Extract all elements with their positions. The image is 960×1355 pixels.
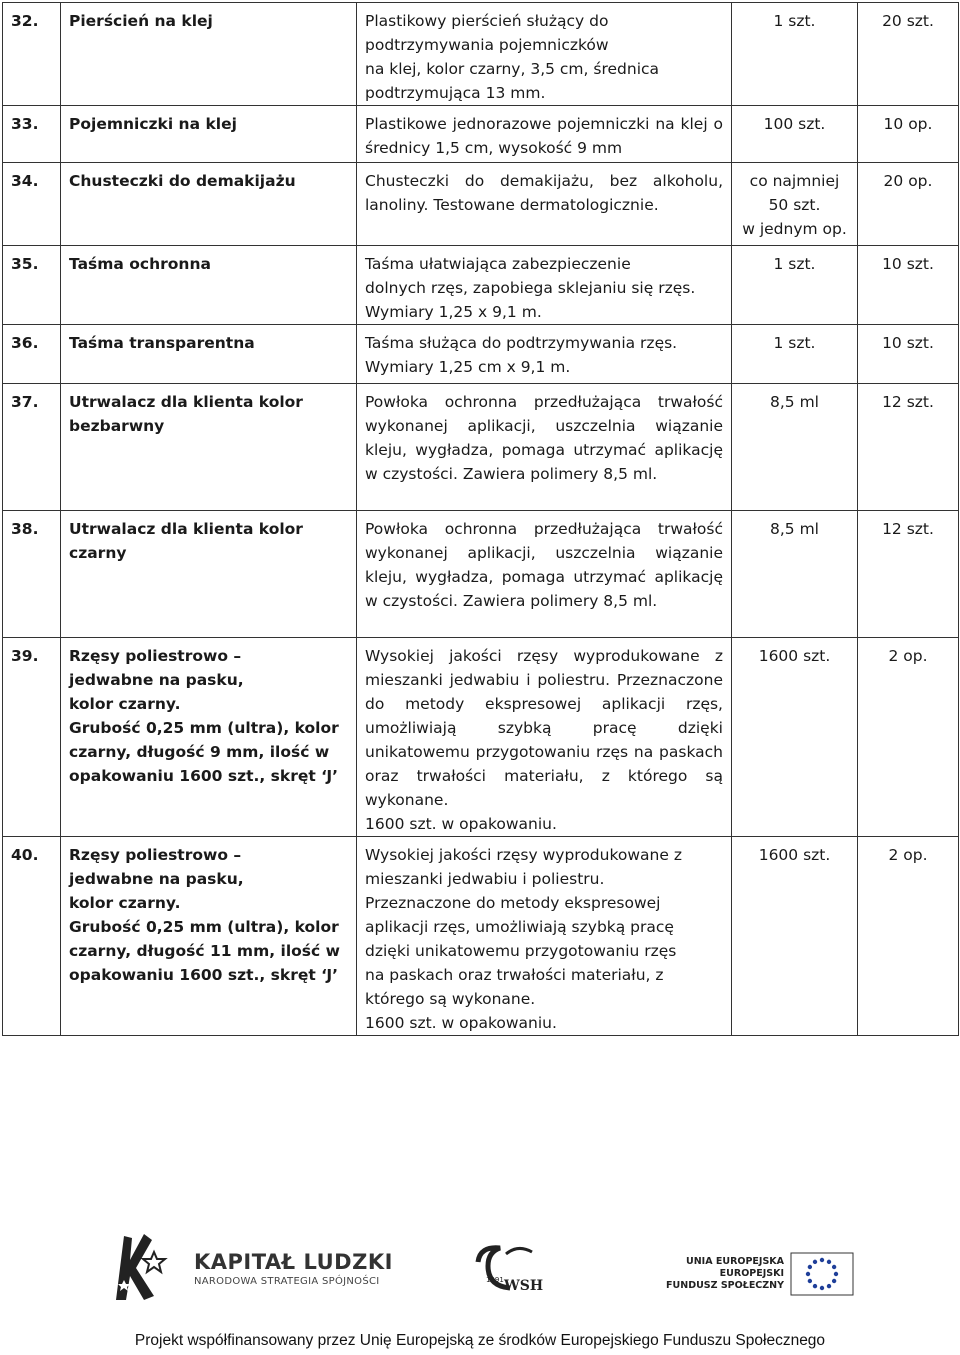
row-number: 32. xyxy=(11,12,39,30)
sponsor-logos xyxy=(0,1210,960,1310)
row-number-cell xyxy=(3,106,61,163)
product-name-cell xyxy=(61,106,357,163)
unit-quantity: 8,5 ml xyxy=(770,393,819,411)
table-row xyxy=(3,163,959,246)
wsh-logo-icon xyxy=(470,1242,550,1302)
product-description: Plastikowy pierścień służący do podtrzymywania pojemniczków na klej, kolor czarny, 3,5 cm, średnica podtrzymująca 13 mm. xyxy=(365,12,660,102)
eu-star-icon xyxy=(813,1260,817,1264)
unit-quantity: 1 szt. xyxy=(773,255,816,273)
eu-star-icon xyxy=(813,1284,817,1288)
eu-line3: FUNDUSZ SPOŁECZNY xyxy=(666,1280,784,1291)
order-count-cell xyxy=(858,638,959,837)
unit-quantity: 8,5 ml xyxy=(770,520,819,538)
product-name-cell xyxy=(61,384,357,511)
unit-quantity-cell xyxy=(732,163,858,246)
product-name-cell xyxy=(61,163,357,246)
product-description: Chusteczki do demakijażu, bez alkoholu, lanoliny. Testowane dermatologicznie. xyxy=(365,172,723,214)
order-count: 20 op. xyxy=(883,172,933,190)
table-row xyxy=(3,511,959,638)
unit-quantity-cell xyxy=(732,3,858,106)
eu-line2: EUROPEJSKI xyxy=(719,1268,784,1279)
order-count: 12 szt. xyxy=(882,520,934,538)
order-count-cell xyxy=(858,511,959,638)
product-name-cell xyxy=(61,837,357,1036)
product-name: Rzęsy poliestrowo – jedwabne na pasku, kolor czarny. Grubość 0,25 mm (ultra), kolor czarny, długość 9 mm, ilość w opakowaniu 1600 szt., skręt ‘J’ xyxy=(69,647,339,785)
eu-star-icon xyxy=(834,1272,838,1276)
product-description-cell xyxy=(357,3,732,106)
cofinancing-footer: Projekt współfinansowany przez Unię Europejską ze środków Europejskiego Funduszu Społecznego xyxy=(134,1332,826,1349)
eu-text xyxy=(664,1256,784,1292)
table-row xyxy=(3,325,959,384)
order-count-cell xyxy=(858,3,959,106)
table-row xyxy=(3,3,959,106)
eu-star-icon xyxy=(806,1272,810,1276)
order-count-cell xyxy=(858,837,959,1036)
order-count: 10 szt. xyxy=(882,334,934,352)
order-count: 10 szt. xyxy=(882,255,934,273)
eu-star-icon xyxy=(808,1265,812,1269)
product-description: Taśma służąca do podtrzymywania rzęs. Wymiary 1,25 cm x 9,1 m. xyxy=(365,334,678,376)
order-count-cell xyxy=(858,106,959,163)
unit-quantity-cell xyxy=(732,106,858,163)
product-name: Rzęsy poliestrowo – jedwabne na pasku, kolor czarny. Grubość 0,25 mm (ultra), kolor czarny, długość 11 mm, ilość w opakowaniu 1600 szt., skręt ‘J’ xyxy=(69,846,340,984)
product-name-cell xyxy=(61,638,357,837)
unit-quantity: 1 szt. xyxy=(773,12,816,30)
wsh-name: WSH xyxy=(504,1278,544,1294)
order-count: 2 op. xyxy=(888,647,928,665)
product-name-cell xyxy=(61,511,357,638)
product-name: Pojemniczki na klej xyxy=(69,115,237,133)
row-number-cell xyxy=(3,638,61,837)
eu-star-icon xyxy=(820,1286,824,1290)
kapital-ludzki-wordmark xyxy=(194,1250,393,1287)
product-description: Wysokiej jakości rzęsy wyprodukowane z mieszanki jedwabiu i poliestru. Przeznaczone do metody ekspresowej aplikacji rzęs, umożliwiają szybką pracę dzięki unikatowemu przygotowaniu rzęs na paskach oraz trwałości materiału, z którego są wykonane. 1600 szt. w opakowaniu. xyxy=(365,647,723,833)
eu-star-icon xyxy=(827,1284,831,1288)
product-description-cell xyxy=(357,325,732,384)
row-number: 38. xyxy=(11,520,39,538)
product-description: Wysokiej jakości rzęsy wyprodukowane z mieszanki jedwabiu i poliestru. Przeznaczone do metody ekspresowej aplikacji rzęs, umożliwiają szybką pracę dzięki unikatowemu przygotowaniu rzęs na paskach oraz trwałości materiału, z którego są wykonane. 1600 szt. w opakowaniu. xyxy=(365,846,682,1032)
unit-quantity: co najmniej 50 szt. w jednym op. xyxy=(742,172,847,238)
unit-quantity-cell xyxy=(732,246,858,325)
eu-star-icon xyxy=(827,1260,831,1264)
kapital-ludzki-logo-icon xyxy=(110,1230,172,1306)
product-description-cell xyxy=(357,163,732,246)
order-count-cell xyxy=(858,163,959,246)
row-number: 35. xyxy=(11,255,39,273)
product-description-cell xyxy=(357,246,732,325)
unit-quantity: 100 szt. xyxy=(763,115,826,133)
table-row xyxy=(3,837,959,1036)
table-row xyxy=(3,384,959,511)
product-description-cell xyxy=(357,511,732,638)
order-count-cell xyxy=(858,325,959,384)
row-number: 33. xyxy=(11,115,39,133)
unit-quantity: 1600 szt. xyxy=(758,647,831,665)
order-count: 10 op. xyxy=(883,115,933,133)
product-name: Taśma ochronna xyxy=(69,255,211,273)
row-number-cell xyxy=(3,325,61,384)
table-row xyxy=(3,106,959,163)
unit-quantity: 1 szt. xyxy=(773,334,816,352)
order-count-cell xyxy=(858,246,959,325)
product-name-cell xyxy=(61,3,357,106)
eu-star-icon xyxy=(808,1279,812,1283)
unit-quantity-cell xyxy=(732,384,858,511)
table-row xyxy=(3,246,959,325)
unit-quantity-cell xyxy=(732,638,858,837)
unit-quantity: 1600 szt. xyxy=(758,846,831,864)
product-description-cell xyxy=(357,384,732,511)
row-number: 40. xyxy=(11,846,39,864)
product-name: Utrwalacz dla klienta kolor bezbarwny xyxy=(69,393,303,435)
product-description-cell xyxy=(357,638,732,837)
row-number-cell xyxy=(3,384,61,511)
kapital-ludzki-title: KAPITAŁ LUDZKI xyxy=(194,1250,393,1274)
product-description: Powłoka ochronna przedłużająca trwałość wykonanej aplikacji, uszczelnia wiązanie kleju, wygładza, pomaga utrzymać aplikację w czystości. Zawiera polimery 8,5 ml. xyxy=(365,520,723,610)
order-count: 20 szt. xyxy=(882,12,934,30)
product-description-cell xyxy=(357,106,732,163)
row-number-cell xyxy=(3,511,61,638)
unit-quantity-cell xyxy=(732,325,858,384)
eu-flag-icon xyxy=(790,1252,854,1296)
product-description-cell xyxy=(357,837,732,1036)
eu-star-icon xyxy=(832,1265,836,1269)
row-number: 37. xyxy=(11,393,39,411)
row-number-cell xyxy=(3,3,61,106)
product-name-cell xyxy=(61,325,357,384)
row-number-cell xyxy=(3,246,61,325)
kapital-ludzki-subtitle: NARODOWA STRATEGIA SPÓJNOŚCI xyxy=(194,1276,380,1287)
unit-quantity-cell xyxy=(732,837,858,1036)
row-number: 34. xyxy=(11,172,39,190)
order-count-cell xyxy=(858,384,959,511)
product-description: Taśma ułatwiająca zabezpieczenie dolnych rzęs, zapobiega sklejaniu się rzęs. Wymiary 1,25 x 9,1 m. xyxy=(365,255,696,321)
eu-star-icon xyxy=(832,1279,836,1283)
product-name: Utrwalacz dla klienta kolor czarny xyxy=(69,520,303,562)
product-name: Pierścień na klej xyxy=(69,12,213,30)
product-name-cell xyxy=(61,246,357,325)
row-number: 39. xyxy=(11,647,39,665)
row-number-cell xyxy=(3,837,61,1036)
unit-quantity-cell xyxy=(732,511,858,638)
order-count: 12 szt. xyxy=(882,393,934,411)
row-number-cell xyxy=(3,163,61,246)
product-description: Powłoka ochronna przedłużająca trwałość wykonanej aplikacji, uszczelnia wiązanie kleju, wygładza, pomaga utrzymać aplikację w czystości. Zawiera polimery 8,5 ml. xyxy=(365,393,723,483)
table-row xyxy=(3,638,959,837)
product-description: Plastikowe jednorazowe pojemniczki na klej o średnicy 1,5 cm, wysokość 9 mm xyxy=(365,115,723,157)
product-name: Taśma transparentna xyxy=(69,334,255,352)
row-number: 36. xyxy=(11,334,39,352)
wsh-year: 1991 xyxy=(486,1276,504,1284)
product-spec-table xyxy=(2,2,959,1036)
eu-line1: UNIA EUROPEJSKA xyxy=(686,1256,784,1267)
order-count: 2 op. xyxy=(888,846,928,864)
eu-star-icon xyxy=(820,1258,824,1262)
product-name: Chusteczki do demakijażu xyxy=(69,172,296,190)
